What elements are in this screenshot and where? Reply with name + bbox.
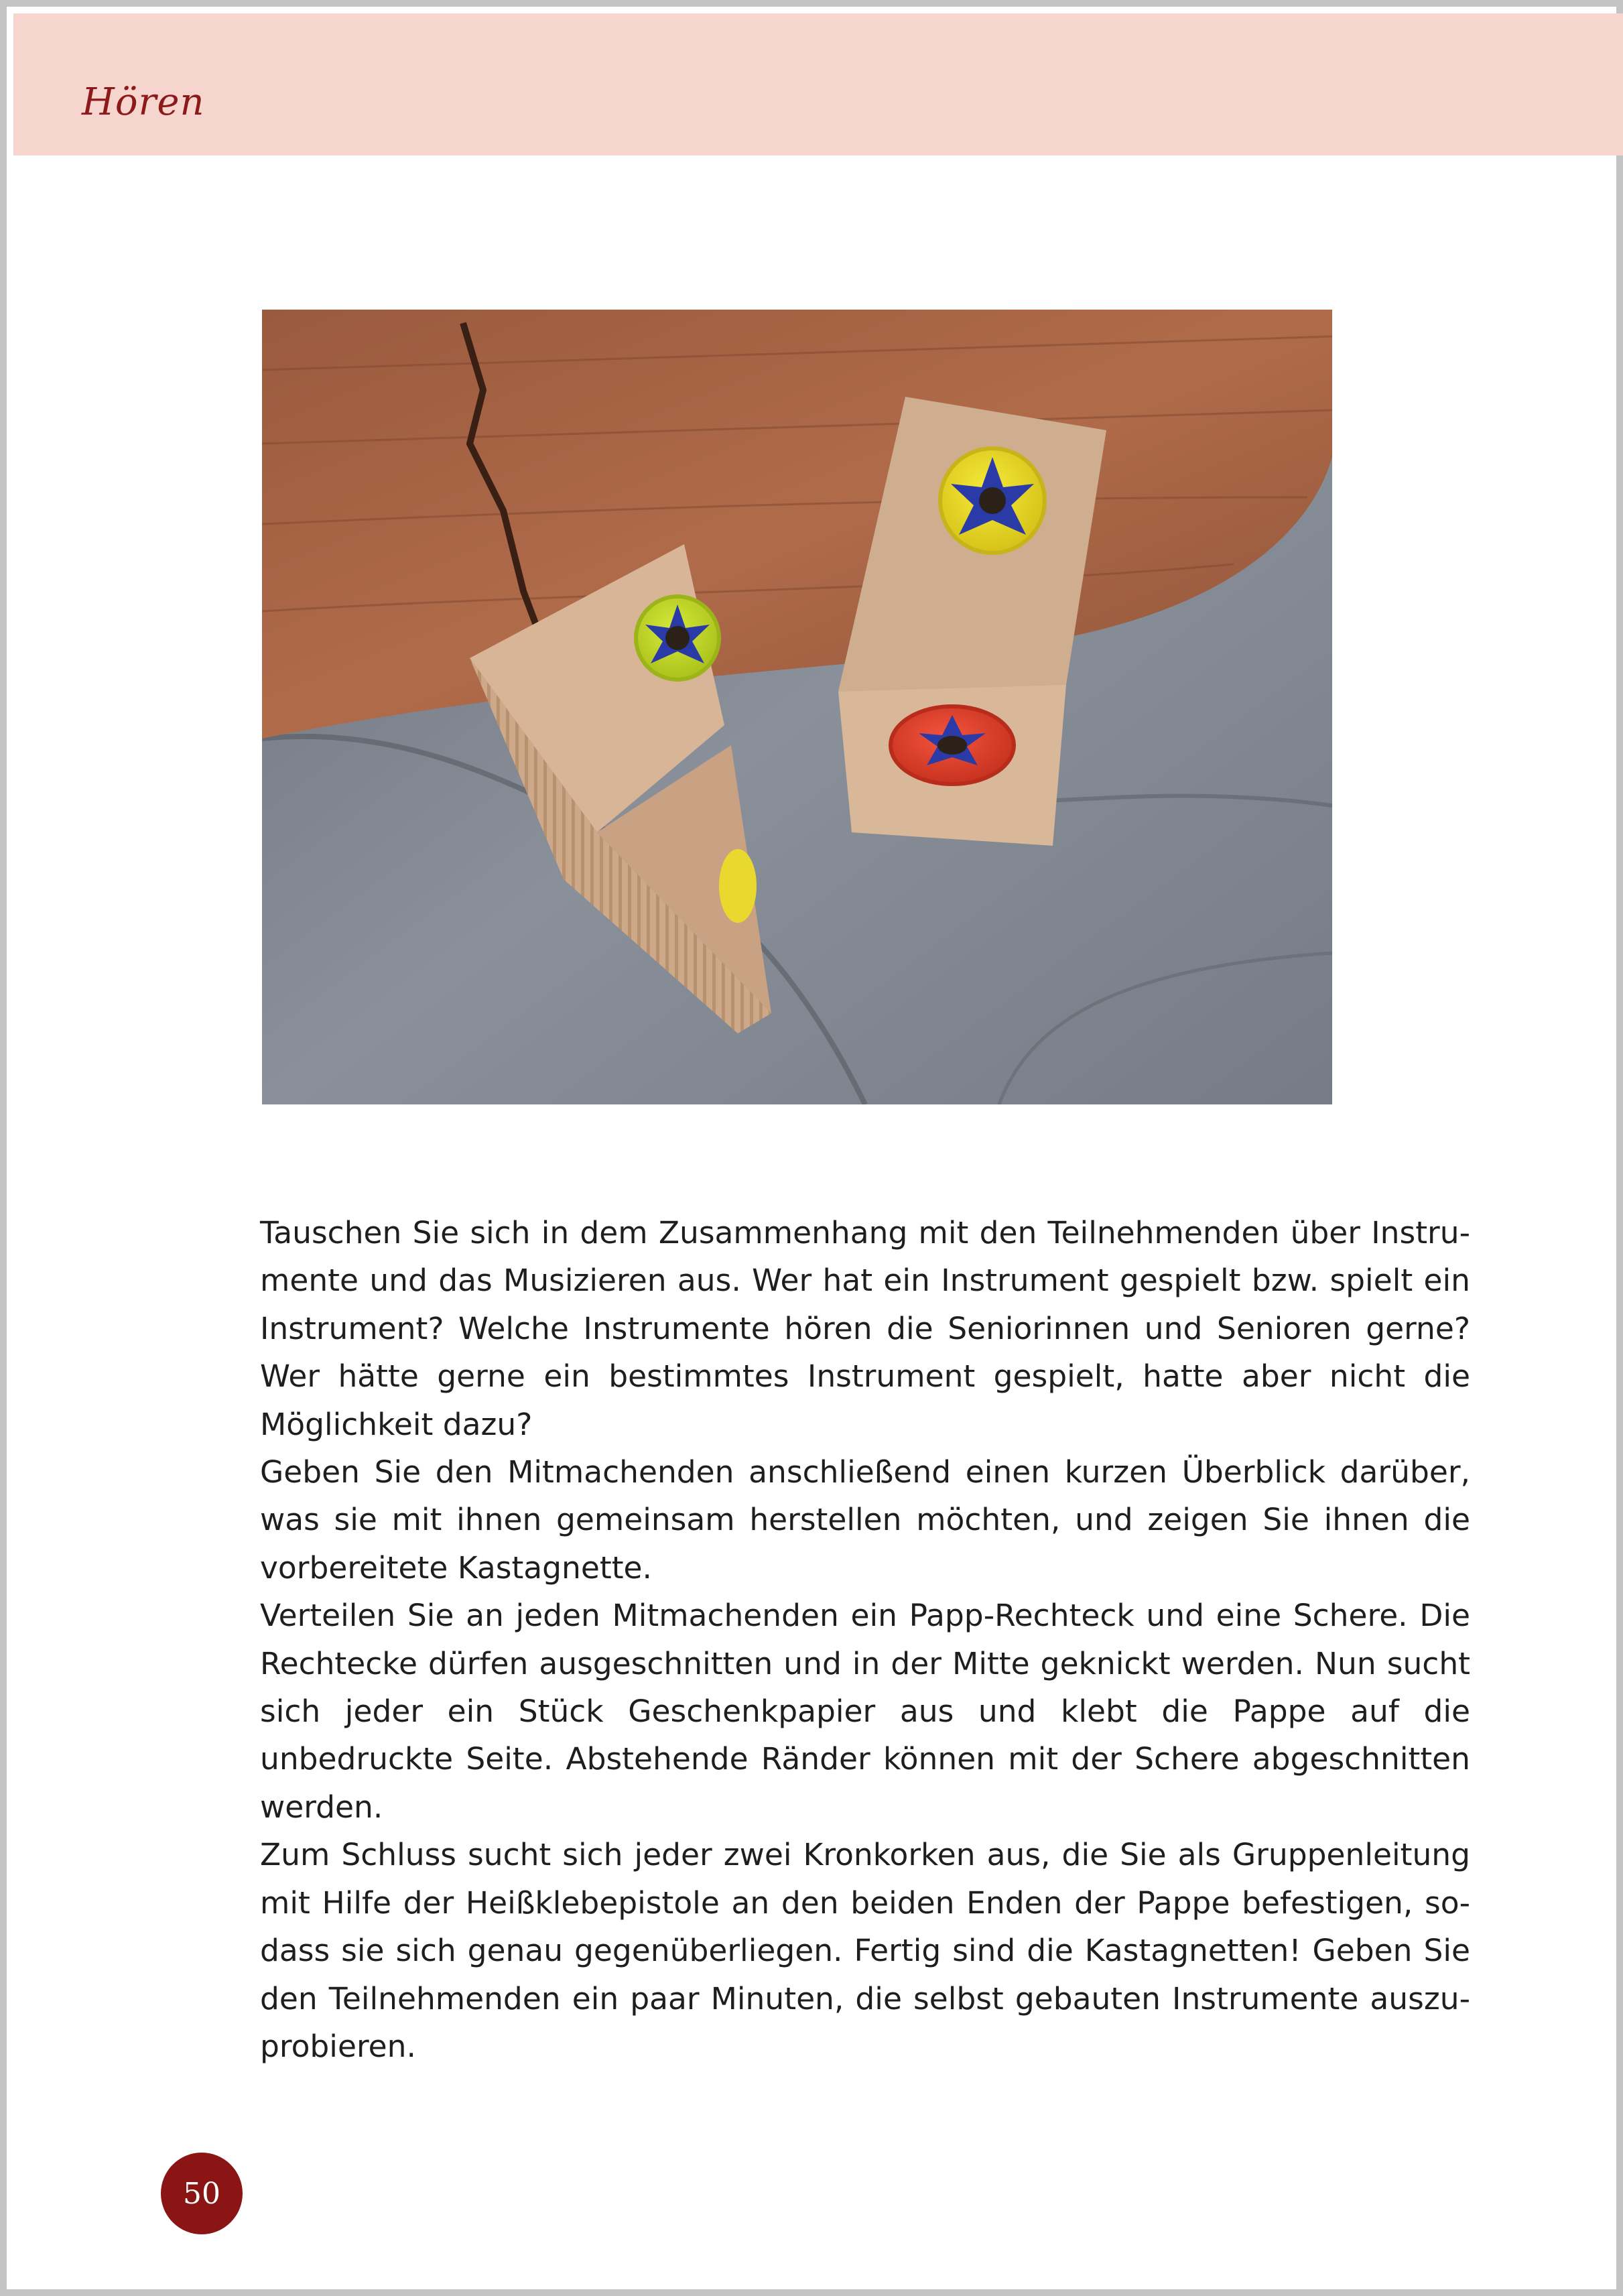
section-title: Hören	[82, 80, 205, 124]
castanets-photo	[262, 310, 1332, 1104]
paragraph-3: Verteilen Sie an jeden Mitmachenden ein Papp-Rechteck und eine Schere. Die Rechtecke dürfen ausgeschnitten und in der Mitte geknickt werden. Nun sucht sich jeder ein Stück Geschenkpapier aus und klebt die Pappe auf die unbedruckte Seite. Abstehende Ränder können mit der Schere abgeschnitten werden.	[260, 1598, 1470, 1825]
paragraph-4: Zum Schluss sucht sich jeder zwei Kronkorken aus, die Sie als Gruppenleitung mit Hilfe der Heißklebepistole an den beiden Enden der Pappe befestigen, sodass sie sich genau gegenüberliegen. Fertig sind die Kastagnetten! Geben Sie den Teilnehmenden ein paar Minuten, die selbst gebauten Instrumente auszuprobieren.	[260, 1837, 1470, 2064]
body-text	[260, 1209, 1470, 2070]
paragraph-1: Tauschen Sie sich in dem Zusammenhang mit den Teilnehmenden über Instrumente und das Musizieren aus. Wer hat ein Instrument gespielt bzw. spielt ein Instrument? Welche Instrumente hören die Seniorinnen und Senioren gerne? Wer hätte gerne ein bestimmtes Instrument gespielt, hatte aber nicht die Möglichkeit dazu?	[260, 1215, 1470, 1442]
paragraph-2: Geben Sie den Mitmachenden anschließend einen kurzen Überblick darüber, was sie mit ihnen gemeinsam herstellen möchten, und zeigen Sie ihnen die vorbereitete Kastagnette.	[260, 1454, 1470, 1586]
header-band	[13, 13, 1623, 155]
page-number-badge: 50	[161, 2153, 243, 2234]
